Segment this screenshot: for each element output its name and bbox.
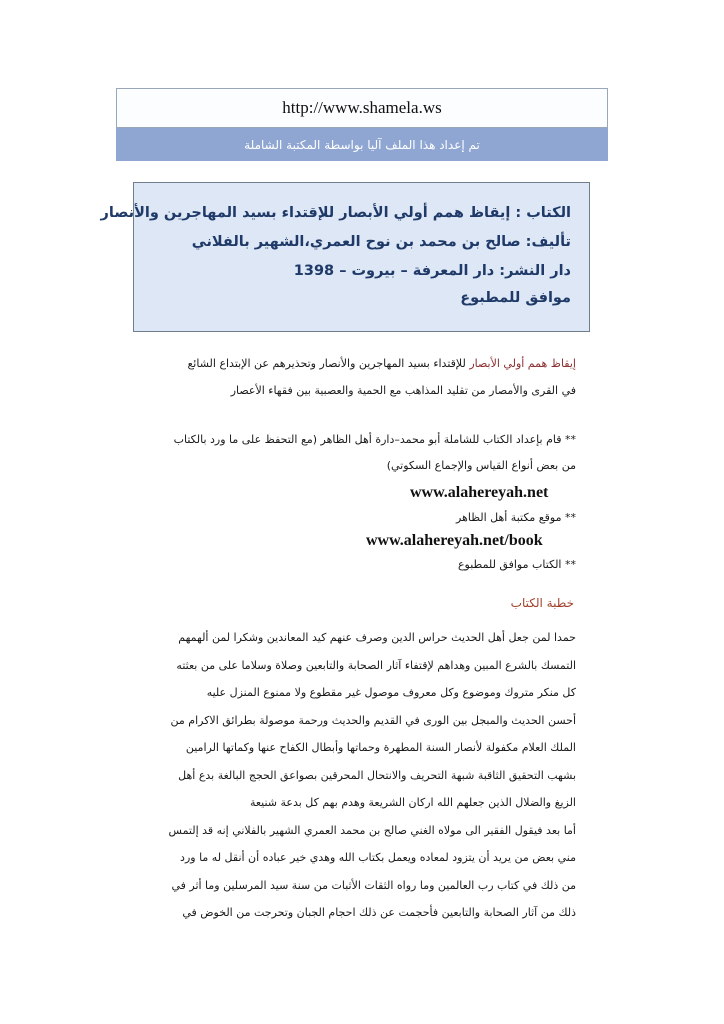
section-line: كل منكر متروك وموضوع وكل معروف موصول غير مقطوع ولا ممنوع المنزل عليه xyxy=(206,686,576,699)
intro-paragraph xyxy=(108,350,576,404)
source-url: http://www.shamela.ws xyxy=(116,88,608,128)
edition-note: موافق للمطبوع xyxy=(460,290,571,306)
site-link-2[interactable]: www.alahereyah.net/book xyxy=(366,532,543,549)
author-line: تأليف: صالح بن محمد بن نوح العمري،الشهير بالفلاني xyxy=(191,234,571,250)
book-info-box xyxy=(100,182,590,332)
intro-line1-rest: للإقتداء بسيد المهاجرين والأنصار وتحذيرهم عن الإبتداع الشائع xyxy=(187,357,470,370)
credits-line3-wrap xyxy=(108,507,576,529)
section-line: الزيغ والضلال الذين جعلهم الله اركان الشريعة وهدم بهم كل بدعة شنيعة xyxy=(249,796,576,809)
section-line: من ذلك في كتاب رب العالمين وما رواه الثقات الأثبات من سنة سيد المرسلين وما أثر في xyxy=(171,878,576,892)
credits-line4-wrap xyxy=(108,553,576,577)
site-link-1[interactable]: www.alahereyah.net xyxy=(410,484,549,501)
intro-line2: في القرى والأمصار من تقليد المذاهب مع الحمية والعصبية بين فقهاء الأعصار xyxy=(230,384,576,397)
book-title-line: الكتاب : إيقاظ همم أولي الأبصار للإقتداء بسيد المهاجرين والأنصار xyxy=(100,205,571,221)
section-line: بشهب التحقيق الثاقبة شبهة التحريف والانتحال المحرقين بصواعق الحجج البالغة بدع أهل xyxy=(178,768,576,782)
shamela-banner: تم إعداد هذا الملف آليا بواسطة المكتبة الشاملة xyxy=(116,128,608,161)
credits-line4: ** الكتاب موافق للمطبوع xyxy=(457,558,576,571)
credits-line2: من بعض أنواع القياس والإجماع السكوتي) xyxy=(386,459,576,472)
section-line: أما بعد فيقول الفقير الى مولاه الغني صالح بن محمد العمري الشهير بالفلاني إنه قد إلتمس xyxy=(168,823,576,837)
credits-block xyxy=(108,426,576,478)
section-line: أحسن الحديث والمبجل بين الورى في القديم والحديث ورحمة موصولة بطرائق الاكرام من xyxy=(170,713,576,727)
title-highlight: إيقاظ همم أولي الأبصار xyxy=(469,357,576,370)
credits-line1: ** قام بإعداد الكتاب للشاملة أبو محمد–دارة أهل الظاهر (مع التحفظ على ما ورد بالكتاب xyxy=(173,433,576,446)
section-line: مني بعض من يريد أن يتزود لمعاده ويعمل بكتاب الله وهدي خير عباده أن أنقل له ما ورد xyxy=(180,851,576,864)
section-title: خطبة الكتاب xyxy=(510,596,574,610)
section-line: ذلك من آثار الصحابة والتابعين فأحجمت عن ذلك احجام الجبان وتحرجت من الخوض في xyxy=(182,906,576,919)
section-body xyxy=(108,624,576,927)
credits-line3: ** موقع مكتبة أهل الظاهر xyxy=(455,511,576,524)
section-line: التمسك بالشرع المبين وهداهم لإقتفاء آثار الصحابة والتابعين وصلاة وسلاما على من بعثته xyxy=(176,658,576,672)
publisher-line: دار النشر: دار المعرفة – بيروت – 1398 xyxy=(293,263,571,279)
section-line: حمدا لمن جعل أهل الحديث حراس الدين وصرف عنهم كيد المعاندين وشكرا لمن ألهمهم xyxy=(178,631,576,644)
section-line: الملك العلام مكفولة لأنصار السنة المطهرة وحماتها وأبطال الكفاح عنها وكماتها الرامين xyxy=(185,741,576,754)
